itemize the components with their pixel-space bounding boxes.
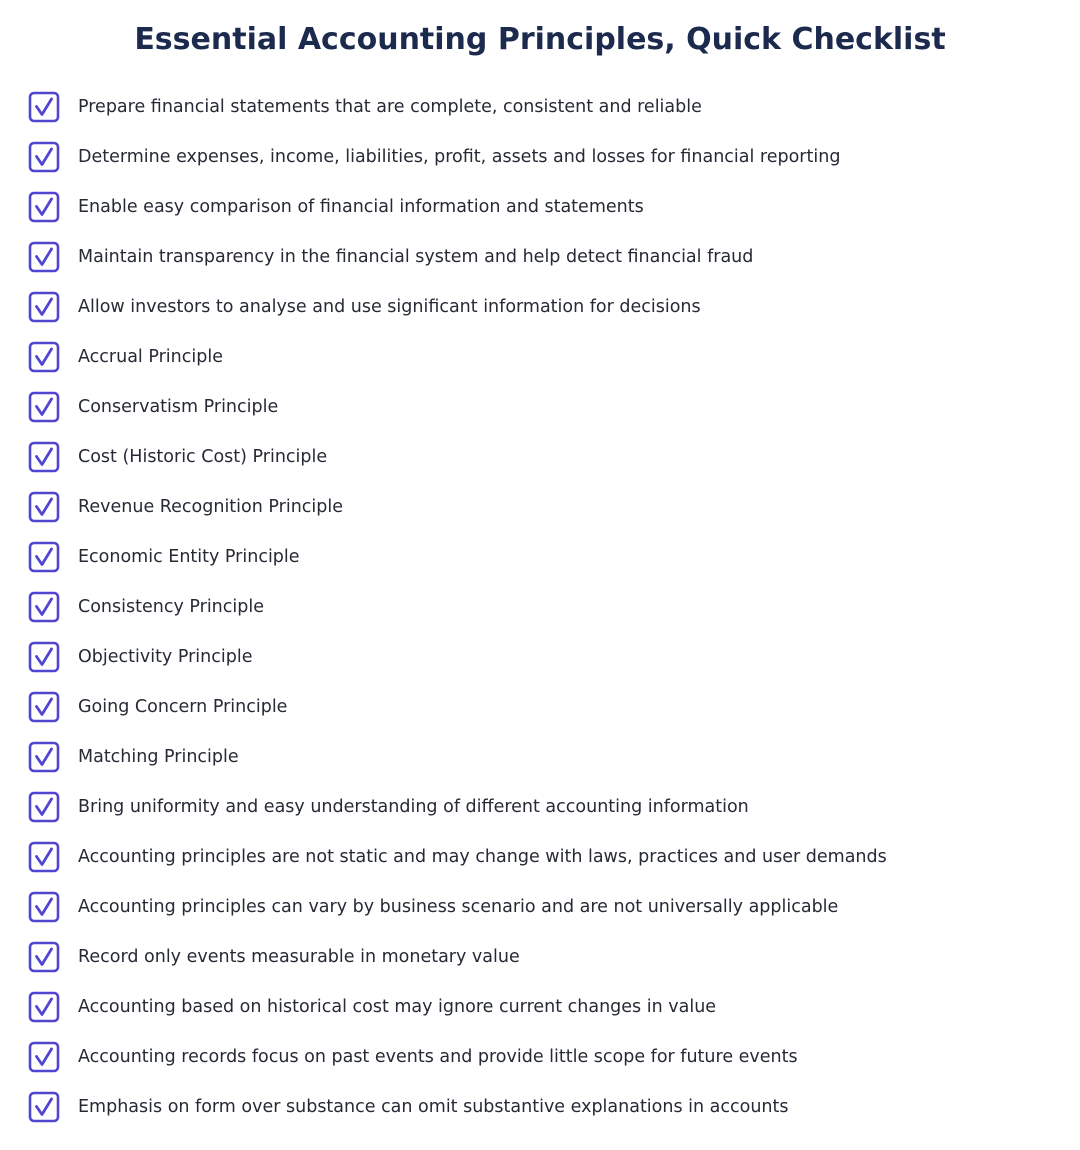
checked-checkbox-icon[interactable] bbox=[28, 491, 60, 523]
checklist-item-label: Determine expenses, income, liabilities, profit, assets and losses for financial reporting bbox=[78, 147, 841, 167]
checklist-item bbox=[28, 241, 887, 291]
checklist-item bbox=[28, 741, 887, 791]
checklist-item bbox=[28, 491, 887, 541]
checklist-item bbox=[28, 391, 887, 441]
checked-checkbox-icon[interactable] bbox=[28, 691, 60, 723]
checked-checkbox-icon[interactable] bbox=[28, 991, 60, 1023]
checklist-item-label: Maintain transparency in the financial system and help detect financial fraud bbox=[78, 247, 754, 267]
checklist bbox=[28, 91, 887, 1141]
checklist-item-label: Record only events measurable in monetary value bbox=[78, 947, 520, 967]
page-title: Essential Accounting Principles, Quick Checklist bbox=[134, 22, 946, 57]
checklist-item-label: Enable easy comparison of financial information and statements bbox=[78, 197, 644, 217]
checked-checkbox-icon[interactable] bbox=[28, 391, 60, 423]
checked-checkbox-icon[interactable] bbox=[28, 1091, 60, 1123]
checked-checkbox-icon[interactable] bbox=[28, 741, 60, 773]
checklist-item bbox=[28, 1041, 887, 1091]
checklist-item bbox=[28, 91, 887, 141]
checklist-item-label: Emphasis on form over substance can omit substantive explanations in accounts bbox=[78, 1097, 789, 1117]
checked-checkbox-icon[interactable] bbox=[28, 791, 60, 823]
checklist-item bbox=[28, 191, 887, 241]
checklist-item bbox=[28, 891, 887, 941]
checklist-item bbox=[28, 291, 887, 341]
checked-checkbox-icon[interactable] bbox=[28, 141, 60, 173]
checklist-item-label: Accrual Principle bbox=[78, 347, 223, 367]
checked-checkbox-icon[interactable] bbox=[28, 591, 60, 623]
checklist-item-label: Accounting principles are not static and may change with laws, practices and user demands bbox=[78, 847, 887, 867]
checklist-item-label: Accounting principles can vary by business scenario and are not universally applicable bbox=[78, 897, 839, 917]
checked-checkbox-icon[interactable] bbox=[28, 941, 60, 973]
checked-checkbox-icon[interactable] bbox=[28, 891, 60, 923]
checklist-item bbox=[28, 141, 887, 191]
checklist-item-label: Economic Entity Principle bbox=[78, 547, 300, 567]
checklist-item bbox=[28, 641, 887, 691]
checked-checkbox-icon[interactable] bbox=[28, 1041, 60, 1073]
checklist-item bbox=[28, 791, 887, 841]
checklist-item bbox=[28, 841, 887, 891]
checklist-item bbox=[28, 341, 887, 391]
checklist-item-label: Consistency Principle bbox=[78, 597, 264, 617]
checklist-item-label: Prepare financial statements that are complete, consistent and reliable bbox=[78, 97, 702, 117]
checked-checkbox-icon[interactable] bbox=[28, 241, 60, 273]
checklist-item bbox=[28, 591, 887, 641]
checked-checkbox-icon[interactable] bbox=[28, 91, 60, 123]
checklist-item-label: Conservatism Principle bbox=[78, 397, 279, 417]
checklist-item bbox=[28, 691, 887, 741]
checklist-item bbox=[28, 991, 887, 1041]
checklist-item bbox=[28, 441, 887, 491]
checklist-item-label: Revenue Recognition Principle bbox=[78, 497, 344, 517]
checked-checkbox-icon[interactable] bbox=[28, 341, 60, 373]
checklist-item-label: Bring uniformity and easy understanding of different accounting information bbox=[78, 797, 749, 817]
checked-checkbox-icon[interactable] bbox=[28, 541, 60, 573]
checked-checkbox-icon[interactable] bbox=[28, 291, 60, 323]
checked-checkbox-icon[interactable] bbox=[28, 841, 60, 873]
checklist-item bbox=[28, 1091, 887, 1141]
checklist-item-label: Accounting based on historical cost may ignore current changes in value bbox=[78, 997, 717, 1017]
checklist-item-label: Going Concern Principle bbox=[78, 697, 288, 717]
checklist-item-label: Matching Principle bbox=[78, 747, 239, 767]
checklist-item-label: Allow investors to analyse and use significant information for decisions bbox=[78, 297, 701, 317]
checklist-item-label: Objectivity Principle bbox=[78, 647, 253, 667]
checklist-item bbox=[28, 541, 887, 591]
checked-checkbox-icon[interactable] bbox=[28, 191, 60, 223]
checklist-item-label: Accounting records focus on past events and provide little scope for future events bbox=[78, 1047, 798, 1067]
checked-checkbox-icon[interactable] bbox=[28, 441, 60, 473]
checked-checkbox-icon[interactable] bbox=[28, 641, 60, 673]
checklist-item-label: Cost (Historic Cost) Principle bbox=[78, 447, 328, 467]
checklist-item bbox=[28, 941, 887, 991]
